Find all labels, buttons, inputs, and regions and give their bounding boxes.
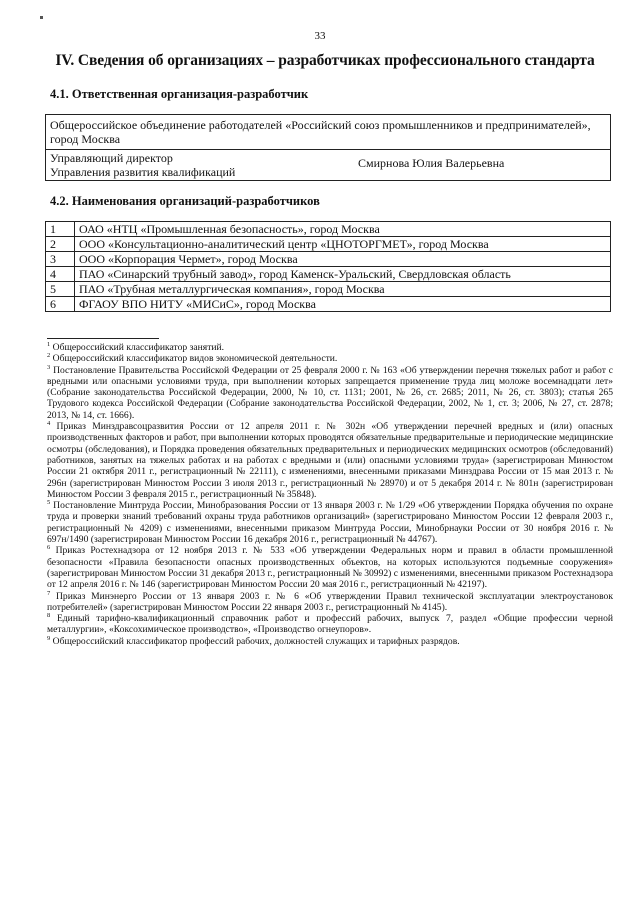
row-number: 5 [46,282,75,297]
footnote-text: Приказ Минздравсоцразвития России от 12 апреля 2011 г. № 302н «Об утверждении перечней вредных и (или) опасных производственных факторов и работ, при выполнении которых проводятся обязательные предварительные и периодические медицинские осмотры (обследования), и Порядка проведения обязательных предварительных и периодических медицинских осмотров (обследований) работников, занятых на тяжелых работах и на работах с вредными и (или) опасными условиями труда» (зарегистрирован Минюстом России 21 октября 2011 г., регистрационный № 22111), с изменениями, внесенными приказами Минздрава России от 15 мая 2013 г. № 296н (зарегистрирован Минюстом России 3 июля 2013 г., регистрационный № 28970) и от 5 декабря 2014 г. № 801н (зарегистрирован Минюстом России 3 февраля 2015 г., регистрационный № 35848). [47,421,613,500]
row-number: 2 [46,237,75,252]
footnote [47,421,613,500]
footnote-text: Постановление Минтруда России, Минобразования России от 13 января 2003 г. № 1/29 «Об утверждении Порядка обучения по охране труда и проверки знаний требований охраны труда работников организаций» (зарегистрировано Минюстом России 12 февраля 2003 г., регистрационный № 4209) с изменениями, внесенными приказом Минтруда России, Минобрнауки России от 30 ноября 2016 г. № 697н/1490 (зарегистрирован Минюстом России 16 декабря 2016 г., регистрационный № 44767). [47,500,614,546]
organization-name: ООО «Корпорация Чермет», город Москва [75,252,611,267]
footnote [47,353,613,364]
footnote [47,342,613,353]
footnote [47,545,613,590]
responsible-table [45,114,611,181]
footnote-text: Единый тарифно-квалификационный справочник работ и профессий рабочих, выпуск 7, раздел «Общие профессии черной металлургии», «Коксохимическое производство», «Производство огнеупоров». [47,613,613,636]
responsible-org-row [46,115,611,150]
responsible-position [46,150,355,181]
position-line-1: Управляющий директор [50,151,173,165]
footnote [47,613,613,636]
table-row [46,297,611,312]
table-row [46,222,611,237]
responsible-heading: 4.1. Ответственная организация-разработчик [50,87,309,101]
table-row [46,252,611,267]
row-number: 6 [46,297,75,312]
organization-name: ООО «Консультационно-аналитический центр «ЦНОТОРГМЕТ», город Москва [75,237,611,252]
footnote-text: Приказ Минэнерго России от 13 января 2003 г. № 6 «Об утверждении Правил технической эксплуатации электроустановок потребителей» (зарегистрирован Минюстом России 22 января 2003 г., регистрационный № 4145). [47,590,614,613]
position-line-2: Управления развития квалификаций [50,165,236,179]
footnote-mark: 4 [47,419,51,427]
row-number: 3 [46,252,75,267]
row-number: 1 [46,222,75,237]
footnote-text: Общероссийский классификатор профессий рабочих, должностей служащих и тарифных разрядов. [52,635,460,647]
table-row [46,267,611,282]
footnote-text: Общероссийский классификатор видов экономической деятельности. [52,353,338,365]
footnotes [47,342,613,647]
footnote-mark: 8 [47,611,51,619]
footnote-mark: 1 [47,340,51,348]
developers-heading: 4.2. Наименования организаций-разработчиков [50,194,320,208]
page-number: 33 [314,30,326,42]
organization-name: ОАО «НТЦ «Промышленная безопасность», город Москва [75,222,611,237]
footnote-mark: 6 [47,544,51,552]
footnote [47,591,613,614]
developers-table [45,221,611,312]
responsible-person-row [46,150,611,181]
organization-name: ПАО «Синарский трубный завод», город Каменск-Уральский, Свердловская область [75,267,611,282]
section-title: IV. Сведения об организациях – разработчиках профессионального стандарта [55,52,595,69]
organization-name: ФГАОУ ВПО НИТУ «МИСиС», город Москва [75,297,611,312]
footnote-text: Постановление Правительства Российской Федерации от 25 февраля 2000 г. № 163 «Об утверждении перечня тяжелых работ и работ с вредными или опасными условиями труда, при выполнении которых запрещается применение труда лиц моложе восемнадцати лет» (Собрание законодательства Российской Федерации, 2000, № 10, ст. 1131; 2001, № 26, ст. 2685; 2011, № 26, ст. 3803); статья 265 Трудового кодекса Российской Федерации (Собрание законодательства Российской Федерации, 2002, № 1, ст. 3; 2006, № 27, ст. 2878; 2013, № 14, ст. 1666). [47,364,613,421]
footnote [47,365,613,421]
footnote [47,636,613,647]
footnote-text: Приказ Ростехнадзора от 12 ноября 2013 г. № 533 «Об утверждении Федеральных норм и правил в области промышленной безопасности «Правила безопасности опасных производственных объектов, на которых используются подъемные сооружения» (зарегистрирован Минюстом России 31 декабря 2013 г., регистрационный № 30992) с изменениями, внесенными приказом Ростехнадзора от 12 апреля 2016 г. № 146 (зарегистрирован Минюстом России 20 мая 2016 г., регистрационный № 42197). [47,545,614,591]
scan-mark [40,16,43,19]
footnote-mark: 2 [47,352,51,360]
responsible-org: Общероссийское объединение работодателей «Российский союз промышленников и предпринимателей», город Москва [46,115,611,150]
footnote-mark: 9 [47,634,51,642]
footnote-mark: 5 [47,498,51,506]
footnote-mark: 3 [47,363,51,371]
footnote-mark: 7 [47,589,51,597]
table-row [46,282,611,297]
table-row [46,237,611,252]
footnote-text: Общероссийский классификатор занятий. [52,342,225,353]
organization-name: ПАО «Трубная металлургическая компания», город Москва [75,282,611,297]
footnote [47,500,613,545]
row-number: 4 [46,267,75,282]
responsible-person: Смирнова Юлия Валерьевна [354,150,611,181]
footnote-separator [47,338,159,339]
